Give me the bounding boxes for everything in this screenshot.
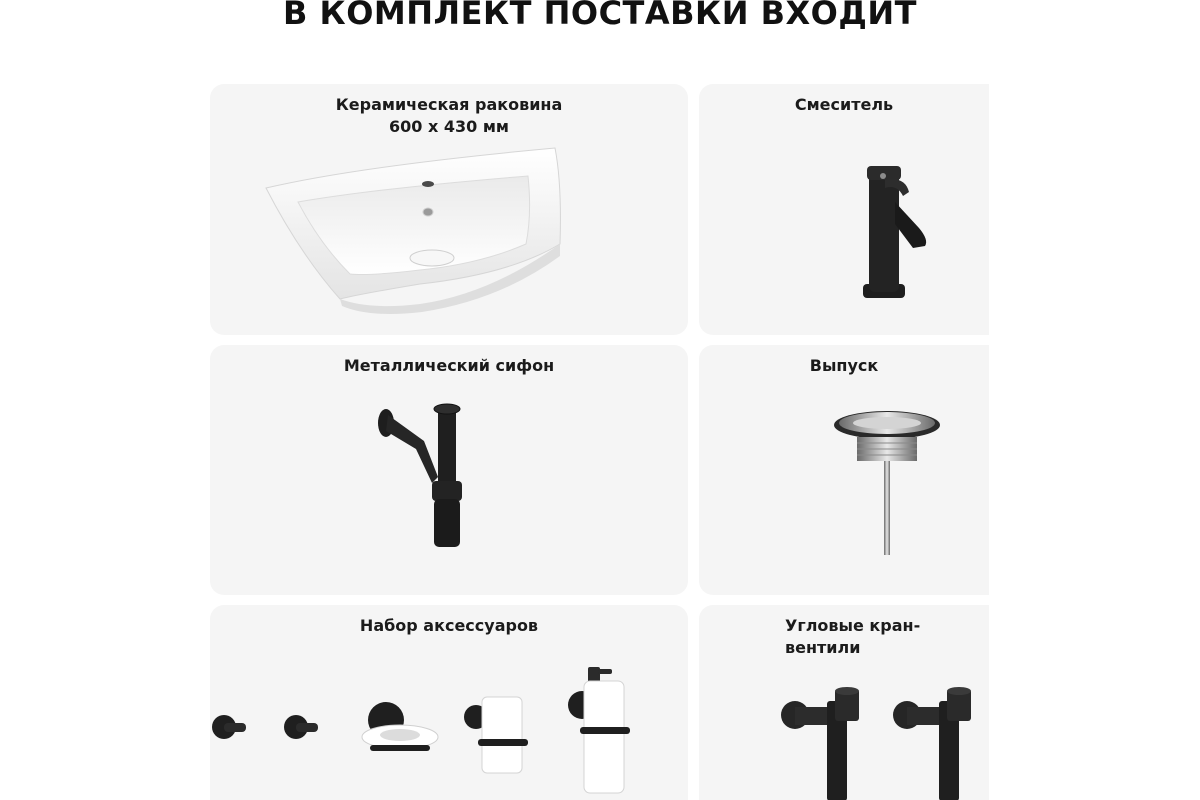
angle-valve-icon-2 xyxy=(893,687,971,800)
mixer-label: Смеситель xyxy=(794,95,894,114)
angle-valve-icon xyxy=(781,687,859,800)
soap-dish-icon xyxy=(362,702,438,751)
sink-image xyxy=(210,84,688,335)
drain-label: Выпуск xyxy=(809,356,879,375)
accessories-label: Набор аксессуаров xyxy=(359,616,539,635)
hook-icon xyxy=(212,715,246,739)
mixer-image xyxy=(699,84,989,335)
card-accessories xyxy=(210,605,688,800)
card-valves xyxy=(699,605,989,800)
hook-icon-2 xyxy=(284,715,318,739)
card-sink xyxy=(210,84,688,335)
soap-dispenser-icon xyxy=(568,667,630,793)
valves-label: Угловые кран-вентили xyxy=(785,616,921,657)
tumbler-icon xyxy=(464,697,528,773)
card-drain xyxy=(699,345,989,595)
siphon-image xyxy=(210,345,688,595)
accessories-image xyxy=(210,605,688,800)
valves-image xyxy=(699,605,989,800)
page-title: В КОМПЛЕКТ ПОСТАВКИ ВХОДИТ xyxy=(283,0,917,32)
card-siphon xyxy=(210,345,688,595)
sink-label-line2: 600 х 430 мм xyxy=(389,117,509,136)
siphon-label: Металлический сифон xyxy=(343,356,555,375)
drain-image xyxy=(699,345,989,595)
card-mixer xyxy=(699,84,989,335)
sink-label-line1: Керамическая раковина xyxy=(335,95,563,114)
